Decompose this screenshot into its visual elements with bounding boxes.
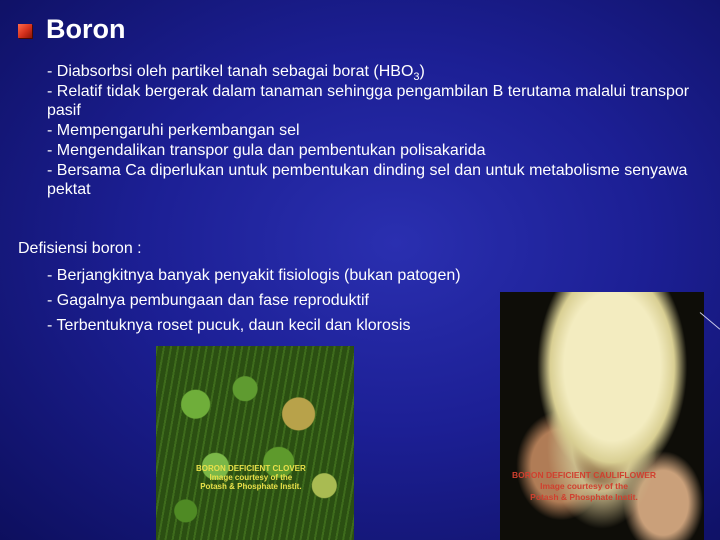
list-item: - Mempengaruhi perkembangan sel — [47, 122, 300, 139]
deficiency-list — [47, 266, 567, 341]
list-item: - Bersama Ca diperlukan untuk pembentukan dinding sel dan untuk metabolisme senyawa pektat — [47, 162, 688, 198]
slide-title: Boron — [46, 14, 126, 44]
clover-caption: BORON DEFICIENT CLOVER Image courtesy of the Potash & Phosphate Instit. — [196, 464, 306, 491]
clover-photo — [156, 346, 354, 540]
list-item: - Gagalnya pembungaan dan fase reproduktif — [47, 292, 369, 309]
list-item: - Mengendalikan transpor gula dan pembentukan polisakarida — [47, 142, 486, 159]
deficiency-heading: Defisiensi boron : — [18, 240, 142, 257]
list-item: - Diabsorbsi oleh partikel tanah sebagai borat $(HBO_3)$ — [47, 63, 425, 84]
list-item: - Berjangkitnya banyak penyakit fisiologis (bukan patogen) — [47, 267, 461, 284]
title-bullet-icon — [18, 24, 32, 38]
list-item: - Relatif tidak bergerak dalam tanaman sehingga pengambilan B terutama malalui transpor pasif — [47, 83, 690, 119]
list-item: - Terbentuknya roset pucuk, daun kecil dan klorosis — [47, 317, 411, 334]
boron-points-list — [47, 62, 697, 200]
cauliflower-caption: BORON DEFICIENT CAULIFLOWER Image courtesy of the Potash & Phosphate Instit. — [512, 470, 657, 502]
